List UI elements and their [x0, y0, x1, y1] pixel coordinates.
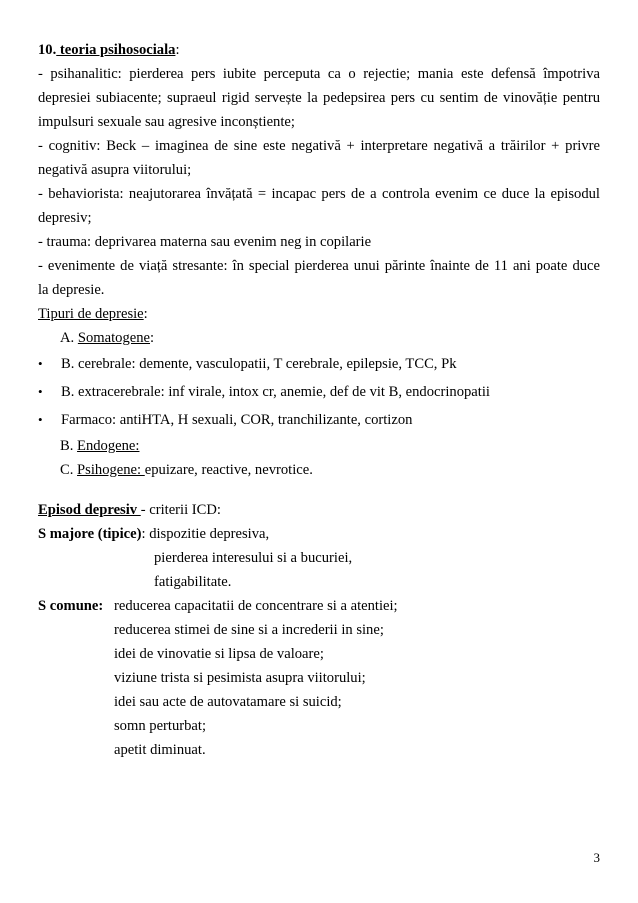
comune-row-3	[38, 642, 600, 666]
comune-row-7	[38, 738, 600, 762]
item-a-label: Somatogene	[77, 330, 151, 346]
episod-heading	[38, 498, 600, 522]
behaviorista-line-1: - behaviorista: neajutorarea învățată = incapac pers de a controla evenim ce duce la episodul	[38, 186, 600, 202]
comune-item: idei de vinovatie si lipsa de valoare;	[114, 646, 324, 662]
page-content	[38, 38, 600, 762]
comune-item: idei sau acte de autovatamare si suicid;	[114, 694, 342, 710]
section-number: 10.	[38, 42, 57, 58]
tipuri-heading-colon: :	[143, 306, 148, 322]
bullet-item-cerebrale	[38, 350, 600, 378]
trauma-line: - trauma: deprivarea materna sau evenim neg in copilarie	[38, 234, 372, 250]
evenimente-line-2: la depresie.	[38, 282, 105, 298]
comune-row-4	[38, 666, 600, 690]
tipuri-heading-text: Tipuri de depresie	[38, 306, 144, 322]
tipuri-item-c	[38, 458, 600, 482]
cognitiv-line-2: negativă asupra viitorului;	[38, 162, 192, 178]
comune-row-6	[38, 714, 600, 738]
comune-row-1	[38, 594, 600, 618]
bullet-icon: •	[38, 384, 43, 399]
cognitiv-line-1: - cognitiv: Beck – imaginea de sine este negativă + interpretare negativă a trăirilor + privre	[38, 138, 600, 154]
episod-heading-text: Episod depresiv	[38, 502, 141, 518]
item-b-label: Endogene:	[77, 438, 140, 454]
section-title: teoria psihosociala	[56, 42, 176, 58]
episod-heading-rest: - criterii ICD:	[140, 502, 221, 518]
bullet-icon: •	[38, 412, 43, 427]
majore-row-2	[38, 546, 600, 570]
item-a-marker: A.	[60, 330, 75, 346]
majore-row-1	[38, 522, 600, 546]
bullet-item-farmaco	[38, 406, 600, 434]
item-c-rest: epuizare, reactive, nevrotice.	[144, 462, 313, 478]
comune-item: reducerea stimei de sine si a increderii in sine;	[114, 622, 384, 638]
majore-separator: :	[141, 526, 146, 542]
item-a-suffix: :	[150, 330, 155, 346]
comune-row-2	[38, 618, 600, 642]
majore-item: dispozitie depresiva,	[149, 526, 270, 542]
majore-row-3	[38, 570, 600, 594]
section-title-colon: :	[175, 42, 180, 58]
comune-row-5	[38, 690, 600, 714]
bullet-text: Farmaco: antiHTA, H sexuali, COR, tranchilizante, cortizon	[61, 412, 413, 428]
tipuri-item-b	[38, 434, 600, 458]
comune-item: apetit diminuat.	[114, 742, 206, 758]
item-b-marker: B.	[60, 438, 74, 454]
majore-label: S majore (tipice)	[38, 526, 142, 542]
evenimente-line-1: - evenimente de viață stresante: în special pierderea unui părinte înainte de 11 ani poate duce	[38, 258, 600, 274]
bullet-text: B. extracerebrale: inf virale, intox cr, anemie, def de vit B, endocrinopatii	[61, 384, 490, 400]
bullet-text: B. cerebrale: demente, vasculopatii, T cerebrale, epilepsie, TCC, Pk	[61, 356, 457, 372]
comune-item: somn perturbat;	[114, 718, 207, 734]
behaviorista-line-2: depresiv;	[38, 210, 92, 226]
comune-item: viziune trista si pesimista asupra viitorului;	[114, 670, 366, 686]
majore-item: pierderea interesului si a bucuriei,	[154, 550, 353, 566]
item-c-marker: C.	[60, 462, 74, 478]
bullet-icon: •	[38, 356, 43, 371]
comune-label: S comune:	[38, 598, 104, 614]
psihanalitic-line-2: depresiei subiacente; supraeul rigid servește la pedepsirea pers cu sentim de vinovăție pentru	[38, 90, 600, 106]
majore-item: fatigabilitate.	[154, 574, 232, 590]
blank-spacer	[38, 482, 600, 498]
comune-item: reducerea capacitatii de concentrare si a atentiei;	[114, 598, 398, 614]
tipuri-heading	[38, 302, 600, 326]
item-c-label: Psihogene:	[77, 462, 145, 478]
psihanalitic-line-1: - psihanalitic: pierderea pers iubite perceputa ca o rejectie; mania este defensă împotriva	[38, 66, 600, 82]
section-10-heading	[38, 38, 600, 62]
tipuri-item-a	[38, 326, 600, 350]
bullet-item-extracerebrale	[38, 378, 600, 406]
psihanalitic-line-3: impulsuri sexuale sau agresive inconștiente;	[38, 114, 295, 130]
page-number: 3	[593, 850, 600, 865]
